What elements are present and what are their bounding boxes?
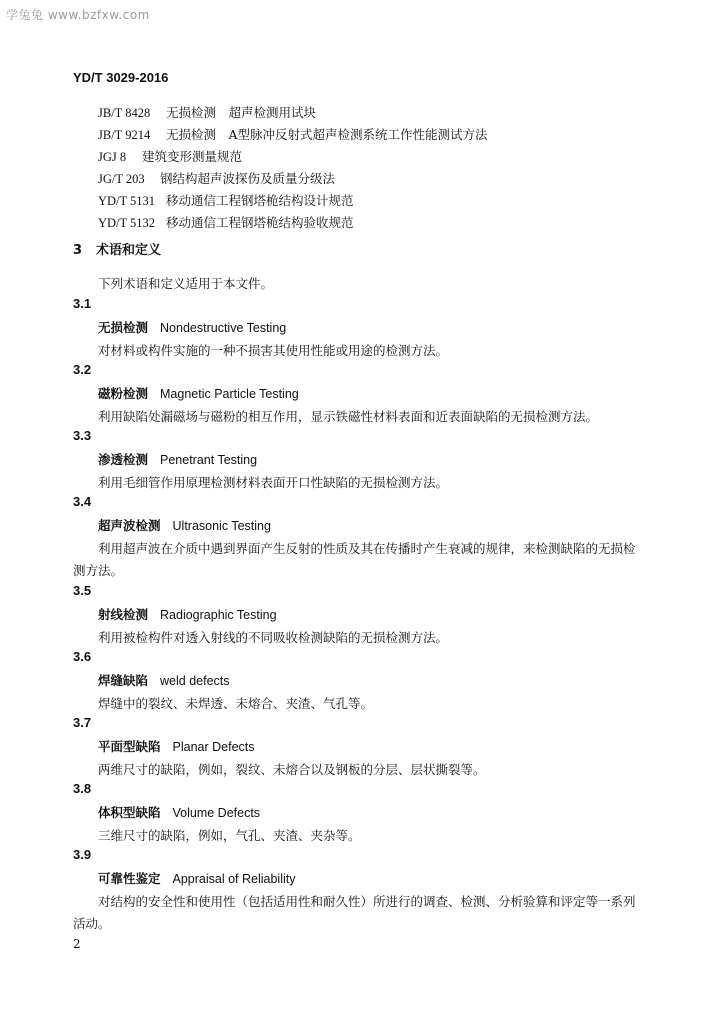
term-heading <box>98 605 277 623</box>
section-number: 3 <box>73 243 83 258</box>
reference-title: 建筑变形测量规范 <box>142 149 243 164</box>
term-definition: 焊缝中的裂纹、未焊透、未熔合、夹渣、气孔等。 <box>98 696 374 711</box>
term-heading <box>98 450 257 468</box>
watermark: 学兔兔 www.bzfxw.com <box>6 8 150 22</box>
section-intro: 下列术语和定义适用于本文件。 <box>98 276 274 291</box>
document-code-header: YD/T 3029-2016 <box>73 70 169 85</box>
term-definition: 利用超声波在介质中遇到界面产生反射的性质及其在传播时产生衰减的规律，来检测缺陷的无损检 <box>98 541 636 556</box>
reference-title: 钢结构超声波探伤及质量分级法 <box>160 171 336 186</box>
term-zh: 焊缝缺陷 <box>98 673 149 688</box>
page-number: 2 <box>73 937 81 951</box>
term-definition: 对结构的安全性和使用性（包括适用性和耐久性）所进行的调查、检测、分析验算和评定等一系列 <box>98 894 636 909</box>
term-number: 3.6 <box>73 649 92 664</box>
term-number: 3.3 <box>73 428 92 443</box>
term-number: 3.1 <box>73 296 92 311</box>
reference-item <box>98 103 316 121</box>
term-en: Radiographic Testing <box>160 608 277 622</box>
term-zh: 平面型缺陷 <box>98 739 161 754</box>
term-definition: 利用缺陷处漏磁场与磁粉的相互作用，显示铁磁性材料表面和近表面缺陷的无损检测方法。 <box>98 409 599 424</box>
term-definition: 两维尺寸的缺陷，例如，裂纹、未熔合以及钢板的分层、层状撕裂等。 <box>98 762 486 777</box>
term-definition-continued: 活动。 <box>73 916 111 931</box>
term-definition: 利用毛细管作用原理检测材料表面开口性缺陷的无损检测方法。 <box>98 475 449 490</box>
term-heading <box>98 516 271 534</box>
reference-code: YD/T 5132 <box>98 216 156 230</box>
term-en: Appraisal of Reliability <box>172 872 296 886</box>
term-zh: 磁粉检测 <box>98 386 149 401</box>
term-definition: 对材料或构件实施的一种不损害其使用性能或用途的检测方法。 <box>98 343 449 358</box>
reference-item <box>98 213 354 231</box>
reference-code: JG/T 203 <box>98 172 145 186</box>
term-definition: 三维尺寸的缺陷，例如，气孔、夹渣、夹杂等。 <box>98 828 361 843</box>
term-en: weld defects <box>160 674 230 688</box>
term-definition-continued: 测方法。 <box>73 563 124 578</box>
term-zh: 体积型缺陷 <box>98 805 161 820</box>
term-en: Ultrasonic Testing <box>172 519 271 533</box>
term-number: 3.2 <box>73 362 92 377</box>
reference-item <box>98 125 488 143</box>
term-heading <box>98 803 260 821</box>
term-zh: 超声波检测 <box>98 518 161 533</box>
reference-item <box>98 147 242 165</box>
reference-code: JGJ 8 <box>98 150 127 164</box>
reference-code: YD/T 5131 <box>98 194 156 208</box>
term-zh: 可靠性鉴定 <box>98 871 161 886</box>
reference-code: JB/T 9214 <box>98 128 151 142</box>
term-number: 3.7 <box>73 715 92 730</box>
term-en: Volume Defects <box>172 806 261 820</box>
section-heading <box>73 239 161 258</box>
reference-item <box>98 191 354 209</box>
term-en: Penetrant Testing <box>160 453 258 467</box>
term-en: Magnetic Particle Testing <box>160 387 299 401</box>
reference-title: 无损检测 超声检测用试块 <box>166 105 317 120</box>
term-zh: 射线检测 <box>98 607 149 622</box>
term-heading <box>98 671 230 689</box>
term-en: Planar Defects <box>172 740 255 754</box>
term-en: Nondestructive Testing <box>160 321 287 335</box>
term-heading <box>98 737 255 755</box>
reference-item <box>98 169 335 187</box>
reference-code: JB/T 8428 <box>98 106 151 120</box>
term-zh: 无损检测 <box>98 320 149 335</box>
term-definition: 利用被检构件对透入射线的不同吸收检测缺陷的无损检测方法。 <box>98 630 449 645</box>
term-zh: 渗透检测 <box>98 452 149 467</box>
term-heading <box>98 869 296 887</box>
term-number: 3.9 <box>73 847 92 862</box>
term-heading <box>98 318 286 336</box>
term-number: 3.5 <box>73 583 92 598</box>
term-heading <box>98 384 299 402</box>
reference-title: 移动通信工程钢塔桅结构设计规范 <box>166 193 354 208</box>
reference-title: 移动通信工程钢塔桅结构验收规范 <box>166 215 354 230</box>
term-number: 3.4 <box>73 494 92 509</box>
section-title: 术语和定义 <box>96 243 162 258</box>
reference-title: 无损检测 A型脉冲反射式超声检测系统工作性能测试方法 <box>166 127 488 142</box>
term-number: 3.8 <box>73 781 92 796</box>
